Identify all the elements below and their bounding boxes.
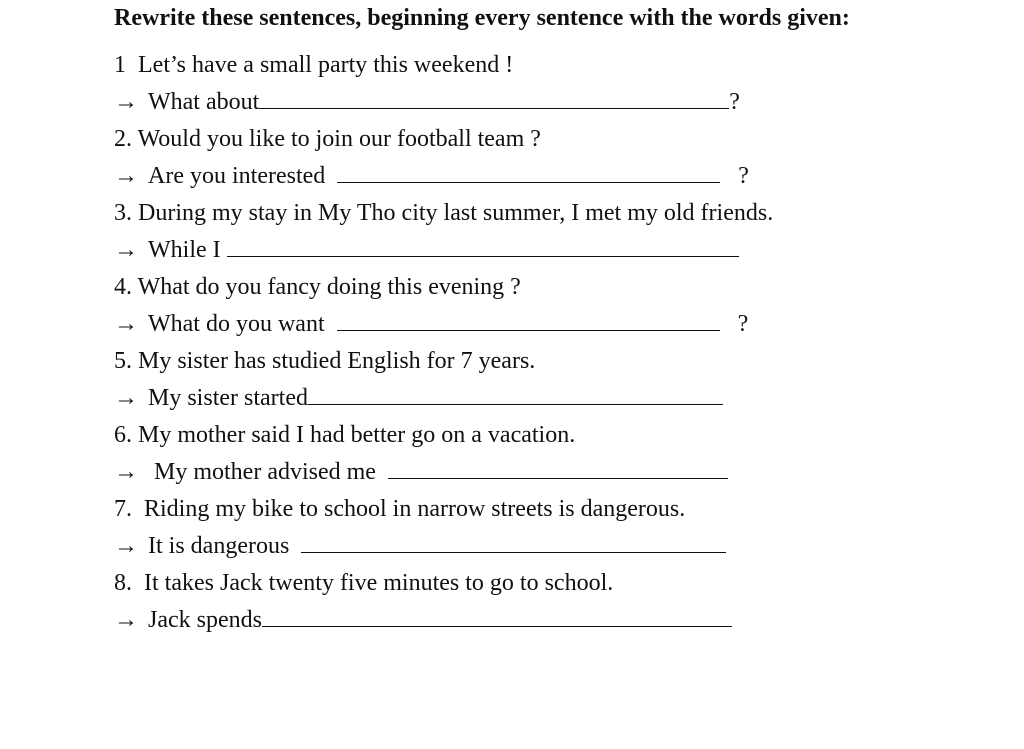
question-3-number: 3. <box>114 200 132 226</box>
answer-2-prompt: Are you interested <box>148 163 326 189</box>
arrow-icon: → <box>114 607 138 633</box>
answer-1-blank[interactable] <box>259 86 729 109</box>
answer-2 <box>114 158 1004 195</box>
question-4-number: 4. <box>114 274 132 300</box>
answer-8 <box>114 602 1004 639</box>
question-7-number: 7. <box>114 496 132 522</box>
question-4-sentence: What do you fancy doing this evening ? <box>137 274 521 300</box>
arrow-icon: → <box>114 237 138 263</box>
answer-8-prompt: Jack spends <box>148 607 262 633</box>
question-6-sentence: My mother said I had better go on a vacation. <box>138 422 576 448</box>
question-7 <box>114 491 1004 528</box>
question-8 <box>114 565 1004 602</box>
arrow-icon: → <box>114 89 138 115</box>
question-8-sentence: It takes Jack twenty five minutes to go to school. <box>144 570 614 596</box>
answer-7-prompt: It is dangerous <box>148 533 290 559</box>
answer-1-prompt: What about <box>148 89 260 115</box>
arrow-icon: → <box>114 459 138 485</box>
answer-5-prompt: My sister started <box>148 385 308 411</box>
answer-3 <box>114 232 1004 269</box>
question-4 <box>114 269 1004 306</box>
answer-4 <box>114 306 1004 343</box>
question-5-sentence: My sister has studied English for 7 years. <box>138 348 536 374</box>
answer-1-end: ? <box>729 89 740 115</box>
answer-7-blank[interactable] <box>301 530 726 553</box>
answer-6-blank[interactable] <box>388 456 728 479</box>
question-1-sentence: Let’s have a small party this weekend ! <box>138 52 514 78</box>
question-1-number: 1 <box>114 52 126 78</box>
question-8-number: 8. <box>114 570 132 596</box>
question-3 <box>114 195 1004 232</box>
question-3-sentence: During my stay in My Tho city last summer, I met my old friends. <box>138 200 774 226</box>
answer-1 <box>114 84 1004 121</box>
answer-2-end: ? <box>738 163 749 189</box>
answer-3-blank[interactable] <box>227 234 739 257</box>
answer-3-prompt: While I <box>148 237 221 263</box>
answer-4-end: ? <box>737 311 749 337</box>
question-2-sentence: Would you like to join our football team ? <box>137 126 541 152</box>
answer-4-blank[interactable] <box>337 308 720 331</box>
answer-8-blank[interactable] <box>262 604 732 627</box>
worksheet <box>114 0 1004 639</box>
answer-7 <box>114 528 1004 565</box>
question-7-sentence: Riding my bike to school in narrow streets is dangerous. <box>144 496 686 522</box>
answer-6 <box>114 454 1004 491</box>
question-6 <box>114 417 1004 454</box>
question-5 <box>114 343 1004 380</box>
question-2 <box>114 121 1004 158</box>
question-6-number: 6. <box>114 422 132 448</box>
answer-6-prompt: My mother advised me <box>154 459 376 485</box>
answer-5 <box>114 380 1004 417</box>
question-1 <box>114 47 1004 84</box>
instructions-heading: Rewrite these sentences, beginning every sentence with the words given: <box>114 5 850 31</box>
arrow-icon: → <box>114 533 138 559</box>
arrow-icon: → <box>114 311 138 337</box>
answer-5-blank[interactable] <box>308 382 723 405</box>
arrow-icon: → <box>114 163 138 189</box>
answer-4-prompt: What do you want <box>148 311 325 337</box>
answer-2-blank[interactable] <box>337 160 720 183</box>
question-2-number: 2. <box>114 126 132 152</box>
question-5-number: 5. <box>114 348 132 374</box>
arrow-icon: → <box>114 385 138 411</box>
